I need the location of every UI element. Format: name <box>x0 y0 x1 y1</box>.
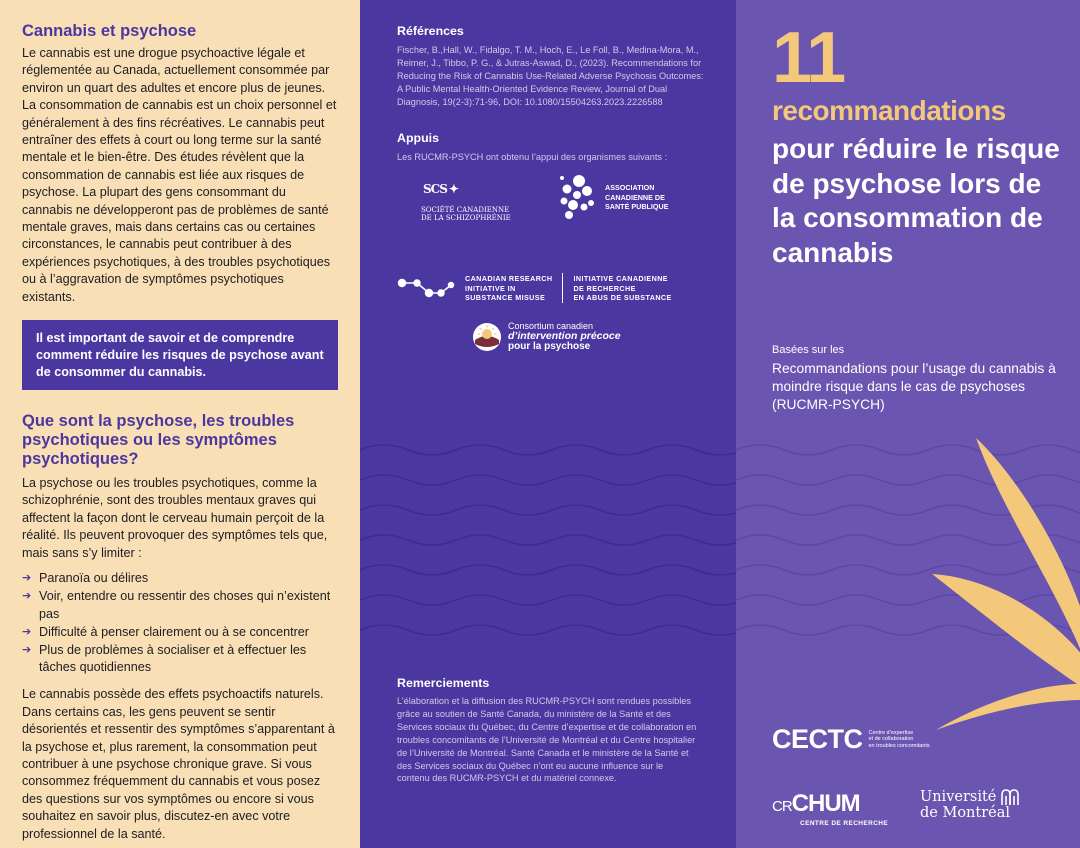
panel-cannabis-psychose <box>0 0 360 848</box>
plus-icon: ✦ <box>448 182 458 197</box>
acsp-bubbles-icon <box>557 173 597 221</box>
remerciements-section <box>397 676 697 785</box>
closing-paragraph: Le cannabis possède des effets psychoactifs naturels. Dans certains cas, les gens peuvent se sentir désorientés et ressentir des symptômes s’apparentant à la psychose et, plus rarement, la consommation peut contribuer à une psychose chronique grave. Si vous consommez fréquemment du cannabis et vous posez des questions sur vos symptômes ou encore si vous souhaitez en savoir plus, discutez-en avec votre professionnel de la santé. <box>22 687 335 841</box>
recommandations-heading: recommandations <box>772 95 1006 126</box>
based-on-title: Recommandations pour l’usage du cannabis à moindre risque dans le cas de psychoses (RUCMR-PSYCH) <box>772 361 1056 412</box>
question-intro-paragraph: La psychose ou les troubles psychotiques, comme la schizophrénie, sont des troubles mentaux graves qui affectent la façon dont le cerveau humain perçoit de la réalité. Ils peuvent provoquer des symptômes tels que, mais sans s’y limiter : <box>22 476 328 560</box>
panel-references <box>360 0 736 848</box>
references-text: Fischer, B.,Hall, W., Fidalgo, T. M., Hoch, E., Le Foll, B., Medina-Mora, M., Reimer, J., Tibbo, P. G., & Jutras-Aswad, D., (2023). Recommendations for Reducing the Risk of Cannabis Use-Related Adverse Psychosis Outcomes: A Public Mental Health-Oriented Evidence Review, Journal of Dual Diagnosis, 19(2-3):71-96, DOI: 10.1080/15504263.2023.2226588 <box>397 45 704 107</box>
list-item: ➔ Plus de problèmes à socialiser et à effectuer les tâches quotidiennes <box>22 642 338 676</box>
ccip-logo: Consortium canadien d’intervention précoce pour la psychose <box>472 321 621 352</box>
list-item: ➔ Voir, entendre ou ressentir des choses qui n’existent pas <box>22 588 338 622</box>
supporter-logos <box>397 173 736 363</box>
heading-question: Que sont la psychose, les troubles psychotiques ou les symptômes psychotiques? <box>22 412 295 469</box>
arrow-icon: ➔ <box>22 590 32 603</box>
udem-logo: Université de Montréal <box>920 788 1020 821</box>
scs-logo: $^{SCS}$ ✦ SOCIÉTÉ CANADIENNE DE LA SCHIZOPHRÉNIE <box>421 182 511 223</box>
list-item: ➔ Difficulté à penser clairement ou à se concentrer <box>22 624 338 641</box>
appuis-text: Les RUCMR-PSYCH ont obtenu l’appui des organismes suivants : <box>397 151 668 162</box>
panel-cover <box>736 0 1080 848</box>
recommendation-count: 11 <box>772 18 845 98</box>
udem-building-icon <box>1000 788 1020 806</box>
crism-logo: CANADIAN RESEARCH INITIATIVE IN SUBSTANCE MISUSE INITIATIVE CANADIENNE DE RECHERCHE EN ABUS DE SUBSTANCE <box>397 273 672 303</box>
cannabis-leaf-icon <box>736 0 1080 848</box>
wave-pattern <box>360 440 736 640</box>
arrow-icon: ➔ <box>22 572 32 585</box>
crchum-logo: CRCHUM CENTRE DE RECHERCHE <box>772 790 889 827</box>
acsp-logo: ASSOCIATION CANADIENNE DE SANTÉ PUBLIQUE <box>557 173 669 221</box>
crism-network-icon <box>397 275 455 301</box>
remerciements-heading: Remerciements <box>397 676 490 690</box>
list-item: ➔ Paranoïa ou délires <box>22 570 338 587</box>
cover-title: pour réduire le risque de psychose lors de la consommation de cannabis <box>772 133 1060 268</box>
callout-box: Il est important de savoir et de comprendre comment réduire les risques de psychose avant de consommer du cannabis. <box>22 320 338 390</box>
remerciements-text: L’élaboration et la diffusion des RUCMR-PSYCH sont rendues possibles grâce au soutien de Santé Canada, du ministère de la Santé et des Services sociaux du Québec, du Centre d’expertise et de collaboration en troubles concomitants de l’Université de Montréal et du Centre hospitalier de l’Université de Montréal. Santé Canada et le ministère de la Santé et des Services sociaux du Québec n’ont eu aucune influence sur le contenu des RUCMR-PSYCH et du matériel connexe. <box>397 696 697 784</box>
cectc-logo: CECTC Centre d’expertise et de collaboration en troubles concomitants <box>772 724 930 754</box>
references-heading: Références <box>397 24 464 38</box>
intro-paragraph: Le cannabis est une drogue psychoactive légale et réglementée au Canada, actuellement consommée par environ un quart des adultes et encore plus de jeunes. La consommation de cannabis est un choix personnel et généralement à des fins récréatives. Le cannabis peut entraîner des effets à court ou long terme sur la santé mentale et le bien-être. Des études révèlent que la consommation de cannabis est liée aux risques de psychose. La plupart des gens consommant du cannabis ne développeront pas de problèmes de santé mentale graves, mais dans certains cas ou certaines circonstances, le cannabis peut contribuer à des expériences psychotiques, à des troubles psychotiques ou à l’aggravation de symptômes psychotiques existants. <box>22 45 337 304</box>
arrow-icon: ➔ <box>22 643 32 656</box>
appuis-heading: Appuis <box>397 130 439 145</box>
arrow-icon: ➔ <box>22 625 32 638</box>
symptom-list <box>22 570 338 676</box>
heading-cannabis-psychose: Cannabis et psychose <box>22 22 197 40</box>
based-on-label: Basées sur les <box>772 344 845 356</box>
divider <box>562 273 563 303</box>
ccip-sun-icon <box>472 322 502 352</box>
